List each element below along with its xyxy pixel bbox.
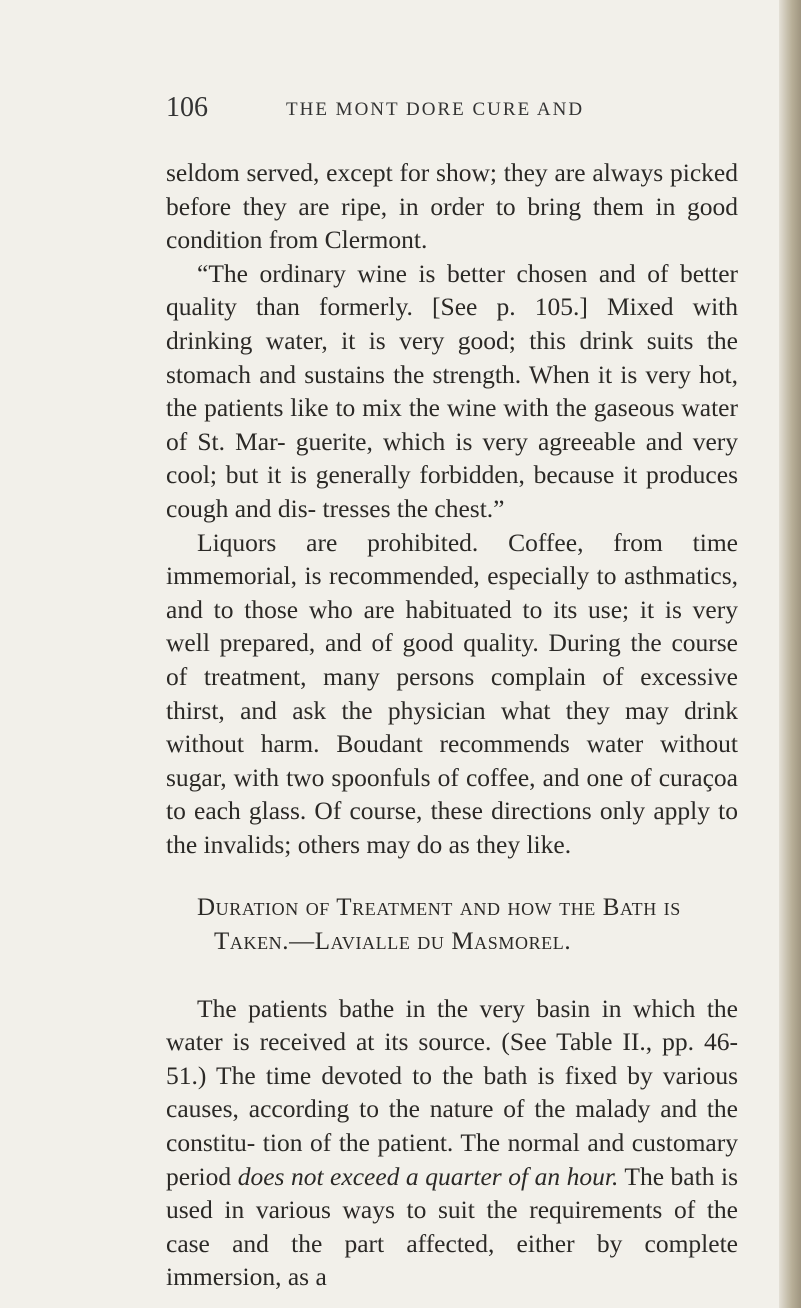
paragraph-3: Liquors are prohibited. Coffee, from time immemorial, is recommended, especially to asthmatics, and to those who are habituated to its use; it is very well prepared, and of good quality. During the course of treatment, many persons complain of excessive thirst, and ask the physician what they may drink without harm. Boudant recommends water without sugar, with two spoonfuls of coffee, and one of curaçoa to each glass. Of course, these directions only apply to the invalids; others may do as they like.: [166, 527, 738, 859]
section-heading: [166, 891, 738, 958]
paragraph-4-end: The bath is used in various ways to suit the requirements of the case and the part affected, either by complete immersion, as a: [166, 1161, 738, 1292]
page-edge-shadow: [779, 0, 801, 1308]
paragraph-2: “The ordinary wine is better chosen and of better quality than formerly. [See p. 105.] Mixed with drinking water, it is very good; this drink suits the stomach and sustains the strength. When it is very hot, the patients like to mix the wine with the gaseous water of St. Mar- guerite, which is very agreeable and very cool; but it is generally forbidden, because it produces cough and dis- tresses the chest.”: [166, 258, 738, 523]
section-heading-text: Duration of Treatment and how the Bath is Taken.—Lavialle du Masmorel.: [197, 894, 681, 956]
page-header: [166, 88, 766, 128]
paragraph-4-emphasis: does not exceed a quarter of an hour.: [237, 1161, 619, 1191]
paragraph-4-start: The patients bathe in the very basin in which the water is received at its source. (See Table II., pp. 46-51.) The time devoted to the bath is fixed by various causes, according to the nature of the malady and the constitu- tion of the patient. The normal and customary period: [166, 993, 738, 1191]
body-text: [166, 156, 738, 1294]
running-head: THE MONT DORE CURE AND: [286, 99, 585, 120]
paragraph-1: seldom served, except for show; they are always picked before they are ripe, in order to bring them in good condition from Clermont.: [166, 158, 738, 255]
page-number: 106: [166, 92, 208, 123]
paragraph-4: [166, 992, 738, 1294]
